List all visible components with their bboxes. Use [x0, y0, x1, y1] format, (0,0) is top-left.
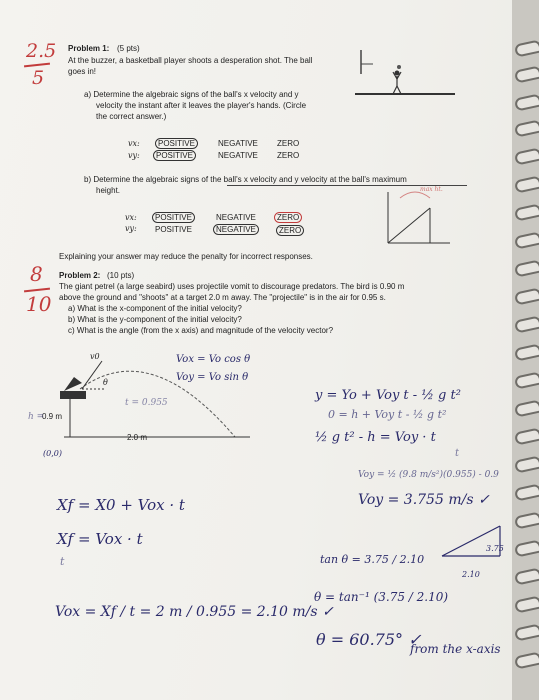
- work-tan: tan θ = 3.75 / 2.10: [320, 553, 425, 566]
- score-2-total: 10: [26, 292, 52, 316]
- a-vx-negative-option[interactable]: NEGATIVE: [218, 139, 258, 148]
- b-vy-positive-option[interactable]: POSITIVE: [155, 225, 192, 234]
- work-x-simplified: Xf = Vox · t: [57, 530, 143, 548]
- a-vy-zero-option[interactable]: ZERO: [277, 151, 300, 160]
- work-x-divisor: t: [60, 555, 65, 568]
- b-vy-zero-option[interactable]: ZERO: [276, 225, 304, 236]
- problem-1-intro-line-2: goes in!: [68, 67, 97, 76]
- work-vox-result: Vox = Xf / t = 2 m / 0.955 = 2.10 m/s ✓: [55, 604, 334, 620]
- figure-height-label: 0.9 m: [42, 412, 63, 421]
- b-vx-zero-option[interactable]: ZERO: [274, 212, 302, 223]
- problem-2b: b) What is the y-component of the initial velocity?: [68, 315, 242, 324]
- problem-2a: a) What is the x-component of the initial velocity?: [68, 304, 242, 313]
- triangle-side-y: 3.75: [486, 544, 504, 553]
- vx-label-a: vx:: [128, 139, 140, 148]
- b-vx-positive-option[interactable]: POSITIVE: [152, 212, 195, 223]
- problem-2-line-2: above the ground and "shoots" at a target 2.0 m away. The "projectile" is in the air for 0.95 s.: [59, 293, 386, 302]
- trajectory-sketch: [380, 188, 470, 248]
- work-voy: Voy = Vo sin θ: [176, 372, 249, 383]
- problem-2-points: (10 pts): [107, 271, 135, 280]
- score-1-total: 5: [32, 67, 45, 89]
- work-y-zero: 0 = h + Voy t - ½ g t²: [328, 408, 447, 421]
- work-voy-calc: Voy = ½ (9.8 m/s²)(0.955) - 0.9: [358, 470, 499, 480]
- work-theta-arctan: θ = tan⁻¹ (3.75 / 2.10): [314, 590, 449, 604]
- a-vy-negative-option[interactable]: NEGATIVE: [218, 151, 258, 160]
- problem-2-title: Problem 2:: [59, 271, 101, 280]
- figure-distance-label: 2.0 m: [127, 433, 148, 442]
- a-vx-positive-option[interactable]: POSITIVE: [155, 138, 198, 149]
- work-y-equation: y = Yo + Voy t - ½ g t²: [315, 388, 461, 403]
- work-theta-result: θ = 60.75° ✓: [316, 630, 422, 649]
- vy-label-a: vy:: [128, 151, 140, 160]
- margin-note-max-height: max ht.: [420, 186, 443, 193]
- figure-v0-label: v0: [90, 352, 100, 361]
- vx-label-b: vx:: [125, 213, 137, 222]
- a-vx-zero-option[interactable]: ZERO: [277, 139, 300, 148]
- problem-2-line-1: The giant petrel (a large seabird) uses projectile vomit to discourage predators. The bird is 0.90 m: [59, 282, 405, 291]
- penalty-note: Explaining your answer may reduce the penalty for incorrect responses.: [59, 252, 313, 261]
- triangle-side-x: 2.10: [462, 570, 480, 579]
- work-from-axis: from the x-axis: [410, 642, 501, 656]
- score-1-earned: 2.5: [26, 40, 57, 62]
- problem-1-intro-line-1: At the buzzer, a basketball player shoots a desperation shot. The ball: [68, 56, 313, 65]
- problem-1b-line-2: height.: [96, 186, 121, 195]
- vy-label-b: vy:: [125, 224, 137, 233]
- b-vx-negative-option[interactable]: NEGATIVE: [216, 213, 256, 222]
- a-vy-positive-option[interactable]: POSITIVE: [153, 150, 196, 161]
- problem-2c: c) What is the angle (from the x axis) and magnitude of the velocity vector?: [68, 326, 334, 335]
- problem-1a-line-1: a) Determine the algebraic signs of the ball's x velocity and y: [84, 90, 299, 99]
- work-vox: Vox = Vo cos θ: [176, 354, 251, 365]
- work-x-equation: Xf = X0 + Vox · t: [57, 496, 185, 514]
- work-origin: (0,0): [43, 449, 62, 458]
- score-2-earned: 8: [30, 262, 43, 286]
- work-time: t = 0.955: [125, 398, 168, 408]
- problem-1-title: Problem 1:: [68, 44, 110, 53]
- work-voy-result: Voy = 3.755 m/s ✓: [358, 492, 490, 508]
- problem-1b-line-1: b) Determine the algebraic signs of the ball's x velocity and y velocity at the ball's maximum: [84, 175, 407, 184]
- work-y-rearranged: ½ g t² - h = Voy · t: [315, 430, 436, 445]
- basketball-hoop-figure: [355, 42, 455, 97]
- work-h-label: h =: [28, 412, 45, 422]
- problem-1-points: (5 pts): [117, 44, 140, 53]
- b-vy-negative-option[interactable]: NEGATIVE: [213, 224, 259, 235]
- problem-1a-line-2: velocity the instant after it leaves the player's hands. (Circle: [96, 101, 307, 110]
- problem-1a-line-3: the correct answer.): [96, 112, 167, 121]
- velocity-triangle: [440, 524, 506, 560]
- work-y-divisor: t: [455, 448, 460, 459]
- figure-theta-label: θ: [103, 378, 108, 387]
